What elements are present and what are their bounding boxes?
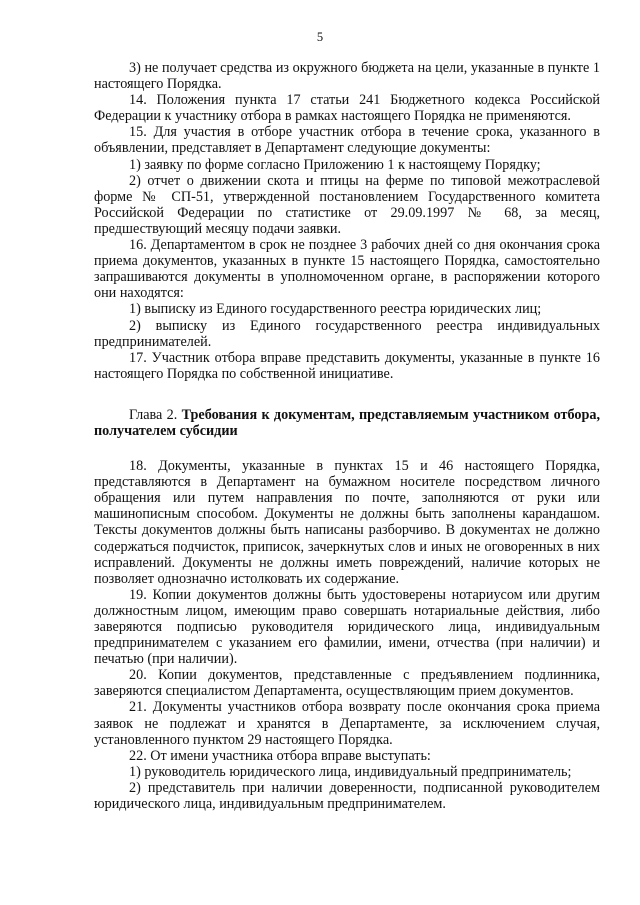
paragraph: 1) руководитель юридического лица, индивидуальный предприниматель; xyxy=(129,763,572,780)
paragraph: 3) не получает средства из окружного бюджета на цели, указанные в пункте 1 настоящего Порядка. xyxy=(94,60,600,93)
paragraph: 21. Документы участников отбора возврату после окончания срока приема заявок не подлежат и хранятся в Департаменте, за исключением случая, установленного пунктом 29 настоящего Порядка. xyxy=(94,699,600,748)
document-body xyxy=(94,60,600,812)
chapter-heading xyxy=(94,407,600,439)
paragraph: 15. Для участия в отборе участник отбора в течение срока, указанного в объявлении, представляет в Департамент следующие документы: xyxy=(94,124,600,157)
paragraph: 20. Копии документов, представленные с предъявлением подлинника, заверяются специалистом Департамента, осуществляющим прием документов. xyxy=(94,667,600,700)
paragraph: 2) выписку из Единого государственного реестра индивидуальных предпринимателей. xyxy=(94,317,600,350)
paragraph: 1) выписку из Единого государственного реестра юридических лиц; xyxy=(129,301,542,318)
paragraph: 17. Участник отбора вправе представить документы, указанные в пункте 16 настоящего Порядка по собственной инициативе. xyxy=(94,349,600,382)
paragraph: 2) представитель при наличии доверенности, подписанной руководителем юридического лица, индивидуальным предпринимателем. xyxy=(94,779,600,813)
paragraph: 16. Департаментом в срок не позднее 3 рабочих дней со дня окончания срока приема документов, указанных в пункте 15 настоящего Порядка, самостоятельно запрашиваются документы в уполномоченном органе, в распоряжении которого они находятся: xyxy=(94,237,600,302)
paragraph: 22. От имени участника отбора вправе выступать: xyxy=(129,747,431,764)
paragraph: 2) отчет о движении скота и птицы на ферме по типовой межотраслевой форме № СП-51, утвержденной постановлением Государственного комитета Российской Федерации по статистике от 29.09.1997 № 68, за месяц, предшествующий месяцу подачи заявки. xyxy=(94,172,600,237)
paragraph: 1) заявку по форме согласно Приложению 1 к настоящему Порядку; xyxy=(129,156,541,173)
page-number: 5 xyxy=(316,30,324,44)
paragraph: 19. Копии документов должны быть удостоверены нотариусом или другим должностным лицом, имеющим право совершать нотариальные действия, либо заверяются подписью руководителя юридического лица, индивидуальным предпринимателем с указанием его фамилии, имени, отчества (при наличии) и печатью (при наличии). xyxy=(94,586,600,668)
paragraph: 14. Положения пункта 17 статьи 241 Бюджетного кодекса Российской Федерации к участнику отбора в рамках настоящего Порядка не применяются. xyxy=(94,92,600,125)
chapter-title: Требования к документам, представляемым участником отбора, получателем субсидии xyxy=(94,406,600,439)
chapter-prefix: Глава 2. xyxy=(129,406,182,423)
paragraph: 18. Документы, указанные в пунктах 15 и 46 настоящего Порядка, представляются в Департамент на бумажном носителе посредством личного обращения или путем направления по почте, заполняются от руки или машинописным способом. Документы не должны быть заполнены карандашом. Тексты документов должны быть написаны разборчиво. В документах не должно содержаться подчисток, приписок, зачеркнутых слов и иных не оговоренных в них исправлений. Документы не должны иметь повреждений, наличие которых не позволяет однозначно истолковать их содержание. xyxy=(94,458,600,587)
